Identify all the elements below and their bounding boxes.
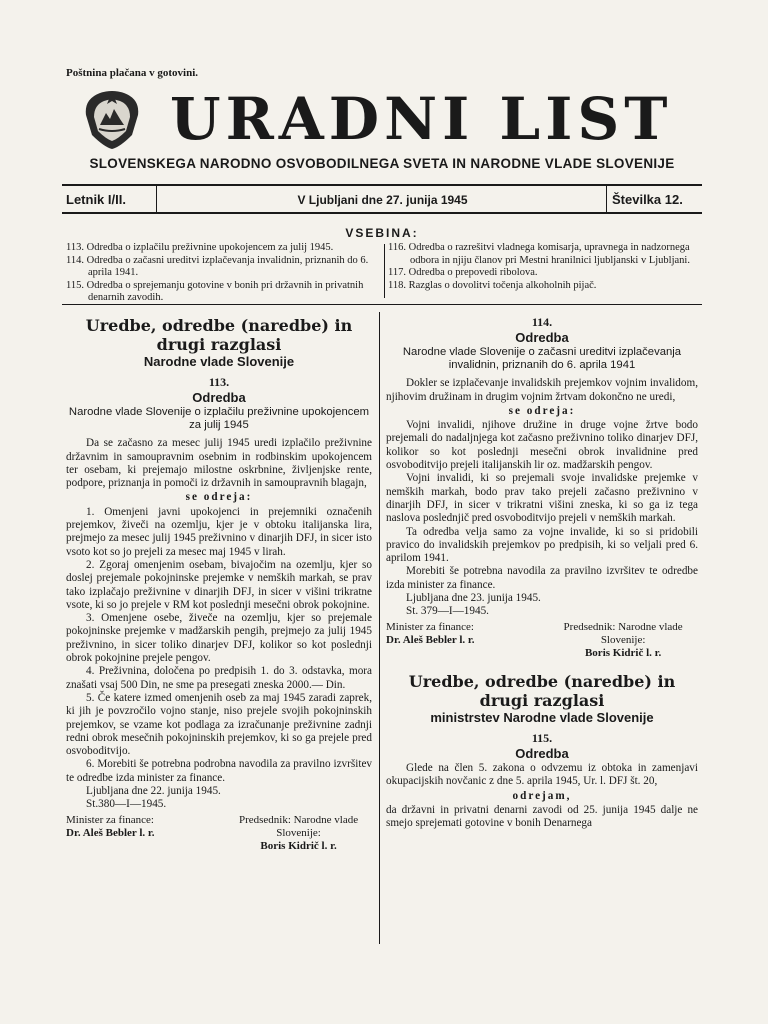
place-date: Ljubljana dne 22. junija 1945.	[86, 785, 221, 798]
toc-item: 116. Odredba o razrešitvi vladnega komisarja, upravnega in nadzornega odbora in njiju članov pri Mestni hranilnici ljubljanski v Ljubljani.	[388, 242, 690, 266]
reference-number: St.380—I—1945.	[86, 798, 167, 811]
decree-paragraph: Morebiti še potrebna navodila za pravilno izvršitev te odredbe izda minister za finance.	[386, 565, 698, 591]
decree-paragraph: da državni in privatni denarni zavodi od 25. junija 1945 dalje ne smejo sprejemati gotovine v bonih Denarnega	[386, 803, 698, 830]
section-subtitle: Narodne vlade Slovenije	[143, 354, 295, 369]
signature-name: Dr. Aleš Bebler l. r.	[386, 633, 475, 646]
decree-number: 115.	[531, 730, 553, 745]
decree-subheading: Narodne vlade Slovenije o začasni ureditvi izplačevanja invalidnin, priznanih do 6. aprila 1941	[402, 346, 682, 372]
decree-heading: Odredba	[515, 745, 569, 761]
toc-item: 114. Odredba o začasni ureditvi izplačevanja invalidnin, priznanih do 6. aprila 1941.	[66, 254, 369, 278]
decree-intro: Dokler se izplačevanje invalidskih prejemkov vojnim invalidom, njihovim družinam in drugim vojnim žrtvam dokončno ne uredi,	[386, 377, 698, 403]
toc-item: 118. Razglas o dovolitvi točenja alkoholnih pijač.	[388, 279, 597, 291]
signature-name: Boris Kidrič l. r.	[260, 839, 337, 852]
section-title: Uredbe, odredbe (naredbe) in drugi razglasi	[408, 671, 676, 710]
toc-right	[388, 242, 698, 292]
issue-year: Letnik I/II.	[66, 192, 126, 207]
decree-clause: odrejam,	[512, 789, 572, 802]
masthead-subtitle: SLOVENSKEGA NARODNO OSVOBODILNEGA SVETA IN NARODNE VLADE SLOVENIJE	[89, 156, 675, 171]
decree-intro: Glede na člen 5. zakona o odvzemu iz obtoka in zamenjavi okupacijskih novčanic z dne 5. aprila 1945, Ur. l. DFJ št. 20,	[386, 761, 698, 788]
signature-role: Predsednik: Narodne vlade Slovenije:	[238, 813, 359, 839]
decree-paragraph: Vojni invalidi, njihove družine in druge vojne žrtve bodo prejemali do nadaljnjega kot začasno preživnino toliko dinarjev DFJ, kolikor so kot poslednji mesečni obrok invalidnine pred osvoboditvijo prejeli italijanskih lir oz. madžarskih pengov.	[386, 419, 698, 472]
masthead-title: URADNI LIST	[170, 85, 673, 153]
decree-number: 113.	[208, 375, 230, 389]
decree-paragraph: 2. Zgoraj omenjenim osebam, bivajočim na ozemlju, kjer so doslej prejemale pokojninske prejemke v nemških markah, se prav tako izplačajo preživnine v dinarjih DFJ, in sicer v višini trikratne vsote, ki so jo prejele v RM kot poslednji mesečni obrok pokojnine.	[66, 558, 372, 611]
toc-item: 115. Odredba o sprejemanju gotovine v bonih pri državnih in privatnih denarnih zavodih.	[66, 279, 364, 303]
left-column	[66, 316, 372, 853]
section-title: Uredbe, odredbe (naredbe) in drugi razglasi	[85, 316, 353, 354]
signature-name: Boris Kidrič l. r.	[584, 646, 662, 659]
issue-number: Številka 12.	[612, 192, 683, 207]
signatures	[66, 814, 372, 853]
signature-role: Minister za finance:	[386, 620, 474, 633]
decree-heading: Odredba	[192, 390, 246, 406]
toc-divider	[384, 244, 385, 298]
column-divider	[379, 312, 380, 944]
divider-issue-bottom	[62, 212, 702, 214]
reference-number: St. 379—I—1945.	[406, 605, 489, 618]
decree-paragraph: 3. Omenjene osebe, živeče na ozemlju, kjer so prejemale pokojninske prejemke v madžarskih pengih, prejmejo za julij 1945 preživnino, in sicer toliko dinarjev DFJ, kolikor so kot poslednji obrok pokojnine prejele pengov.	[66, 612, 372, 665]
postage-note: Poštnina plačana v gotovini.	[66, 67, 199, 79]
divider-issue-right	[606, 186, 607, 212]
divider-issue-left	[156, 186, 157, 212]
signatures	[386, 621, 698, 660]
signature-role: Predsednik: Narodne vlade Slovenije:	[563, 620, 683, 646]
decree-subheading: Narodne vlade Slovenije o izplačilu preživnine upokojencem za julij 1945	[68, 406, 370, 432]
issue-date: V Ljubljani dne 27. junija 1945	[297, 193, 468, 207]
section-subtitle: ministrstev Narodne vlade Slovenije	[430, 709, 654, 725]
toc-item: 117. Odredba o prepovedi ribolova.	[388, 267, 538, 278]
decree-paragraph: 1. Omenjeni javni upokojenci in prejemniki označenih prejemkov, živeči na ozemlju, kjer je v obtoku italijanska lira, prejmejo za mesec julij 1945 preživnino v dinarjih DFJ, in sicer isto vsoto kot so jo prejeli za mesec maj 1945 v lirah.	[66, 505, 372, 558]
decree-heading: Odredba	[515, 330, 569, 346]
decree-clause: se odreja:	[508, 404, 576, 417]
toc-item: 113. Odredba o izplačilu preživnine upokojencem za julij 1945.	[66, 242, 334, 253]
decree-paragraph: Vojni invalidi, ki so prejemali svoje invalidske prejemke v nemških markah, bodo prav tako prejeli začasno preživnino v dinarjih DFJ, in sicer v trikratni višini zneska, ki so ga iz tega naslova poslednjič pred osvoboditvijo prejeli v nemških markah.	[386, 472, 698, 525]
signature-role: Minister za finance:	[66, 813, 154, 826]
decree-number: 114.	[531, 315, 553, 329]
decree-paragraph: Ta odredba velja samo za vojne invalide, ki so si pridobili pravico do invalidskih prejemkov po predpisih, ki so veljali pred 6. aprilom 1941.	[386, 525, 698, 565]
decree-paragraph: 6. Morebiti še potrebna podrobna navodila za pravilno izvršitev te odredbe izda minister za finance.	[66, 758, 372, 784]
decree-clause: se odreja:	[185, 491, 253, 504]
place-date: Ljubljana dne 23. junija 1945.	[406, 592, 541, 605]
divider-toc-bottom	[62, 304, 702, 305]
toc-heading: VSEBINA:	[345, 226, 419, 240]
decree-intro: Da se začasno za mesec julij 1945 uredi izplačilo preživnine državnim in samoupravnim osebnim in rodbinskim upokojencem ter osebam, ki prejemajo milostne oskrbnine, življenjske rente, podpore, priznanja in pomoči iz državnih in samoupravnih blagajn,	[66, 437, 372, 490]
coat-of-arms-emblem	[80, 85, 144, 151]
decree-paragraph: 4. Preživnina, določena po predpisih 1. do 3. odstavka, mora znašati vsaj 500 Din, ne sme pa presegati zneska 2000.— Din.	[66, 665, 372, 691]
signature-name: Dr. Aleš Bebler l. r.	[66, 826, 155, 839]
right-column	[386, 316, 698, 830]
decree-paragraph: 5. Če katere izmed omenjenih oseb za maj 1945 zaradi zaprek, ki jih je povzročilo vojno stanje, niso prejele svojih pokojninskih prejemkov, se vzame kot podlaga za izračunanje preživnine zadnji redni obrok mesečnih pokojninskih prejemkov, ki so ga prejele pred osvoboditvijo.	[66, 691, 372, 758]
toc-left	[66, 242, 382, 305]
